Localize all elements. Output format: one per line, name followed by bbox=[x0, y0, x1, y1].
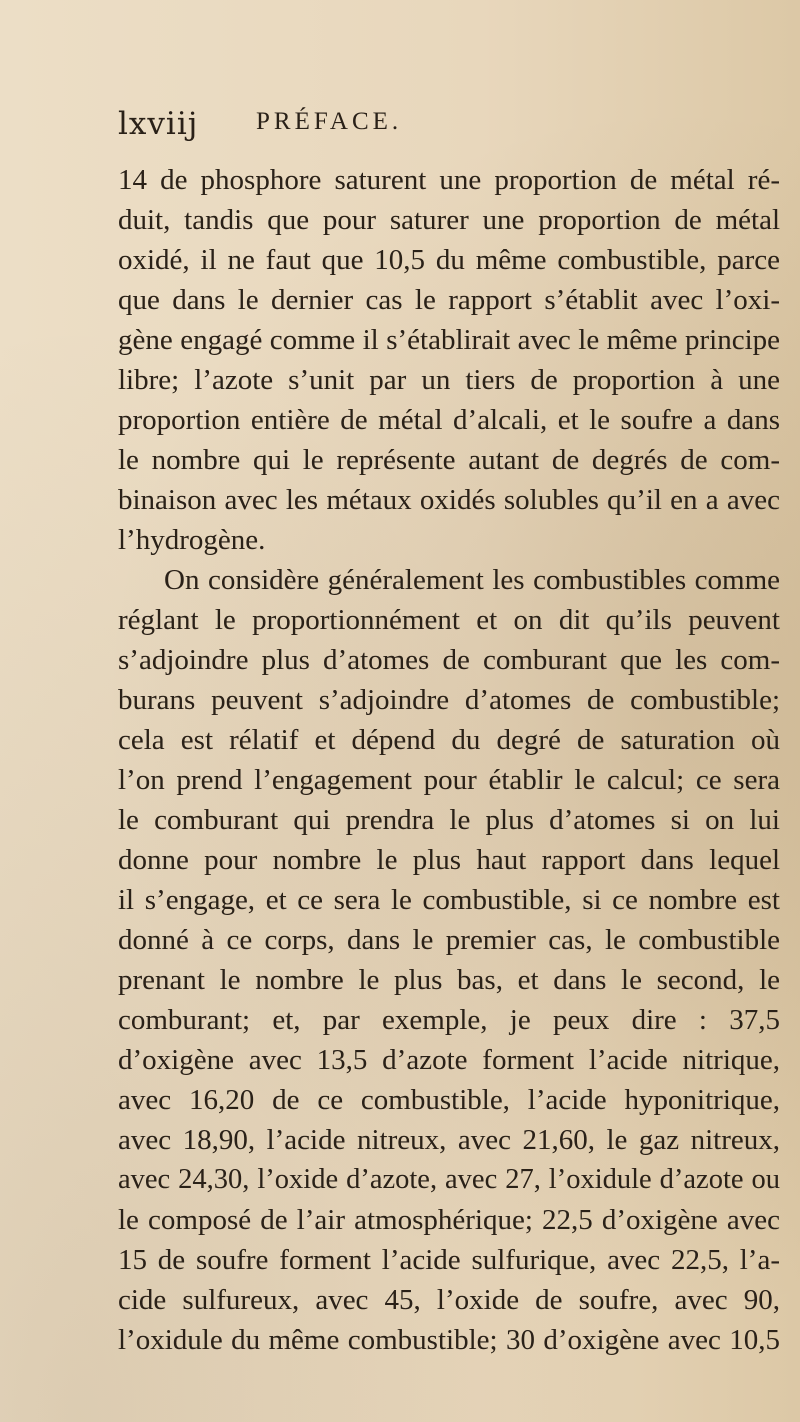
running-title: PRÉFACE. bbox=[256, 108, 403, 135]
text-line: avec 24,30, l’oxide d’azote, avec 27, l’oxidule d’azote ou bbox=[118, 1164, 780, 1195]
text-line: cela est rélatif et dépend du degré de saturation où bbox=[118, 724, 780, 756]
text-line: gène engagé comme il s’établirait avec le même principe bbox=[118, 324, 780, 356]
text-line: avec 16,20 de ce combustible, l’acide hyponitrique, bbox=[118, 1084, 780, 1116]
paragraph-start-line: On considère généralement les combustibles comme bbox=[164, 564, 780, 596]
text-line: le composé de l’air atmosphérique; 22,5 d’oxigène avec bbox=[118, 1204, 780, 1236]
text-line: 15 de soufre forment l’acide sulfurique, avec 22,5, l’a- bbox=[118, 1244, 780, 1276]
running-head bbox=[118, 106, 778, 152]
text-line: proportion entière de métal d’alcali, et le soufre a dans bbox=[118, 404, 780, 436]
text-line: d’oxigène avec 13,5 d’azote forment l’acide nitrique, bbox=[118, 1044, 780, 1076]
text-line: avec 18,90, l’acide nitreux, avec 21,60, le gaz nitreux, bbox=[118, 1124, 780, 1156]
text-line: donné à ce corps, dans le premier cas, le combustible bbox=[118, 924, 780, 956]
text-line: donne pour nombre le plus haut rapport dans lequel bbox=[118, 844, 780, 876]
text-line: le nombre qui le représente autant de degrés de com- bbox=[118, 444, 780, 476]
text-line: 14 de phosphore saturent une proportion de métal ré- bbox=[118, 164, 780, 196]
text-line: binaison avec les métaux oxidés solubles qu’il en a avec bbox=[118, 484, 780, 516]
text-line: duit, tandis que pour saturer une proportion de métal bbox=[118, 204, 780, 236]
text-line: libre; l’azote s’unit par un tiers de proportion à une bbox=[118, 364, 780, 396]
text-line: cide sulfureux, avec 45, l’oxide de soufre, avec 90, bbox=[118, 1284, 780, 1316]
text-line: réglant le proportionnément et on dit qu’ils peuvent bbox=[118, 604, 780, 636]
text-line: il s’engage, et ce sera le combustible, si ce nombre est bbox=[118, 884, 780, 916]
text-line: l’oxidule du même combustible; 30 d’oxigène avec 10,5 bbox=[118, 1324, 780, 1356]
page-number: lxviij bbox=[118, 106, 199, 142]
text-line: s’adjoindre plus d’atomes de comburant que les com- bbox=[118, 644, 780, 676]
body-text bbox=[118, 160, 780, 1360]
text-line: le comburant qui prendra le plus d’atomes si on lui bbox=[118, 804, 780, 836]
text-line: l’on prend l’engagement pour établir le calcul; ce sera bbox=[118, 764, 780, 796]
text-line: oxidé, il ne faut que 10,5 du même combustible, parce bbox=[118, 244, 780, 276]
paragraph-end-line: l’hydrogène. bbox=[118, 524, 266, 556]
text-line: burans peuvent s’adjoindre d’atomes de combustible; bbox=[118, 684, 780, 716]
text-line: que dans le dernier cas le rapport s’établit avec l’oxi- bbox=[118, 284, 780, 316]
text-line: prenant le nombre le plus bas, et dans le second, le bbox=[118, 964, 780, 996]
text-line: comburant; et, par exemple, je peux dire : 37,5 bbox=[118, 1004, 780, 1036]
